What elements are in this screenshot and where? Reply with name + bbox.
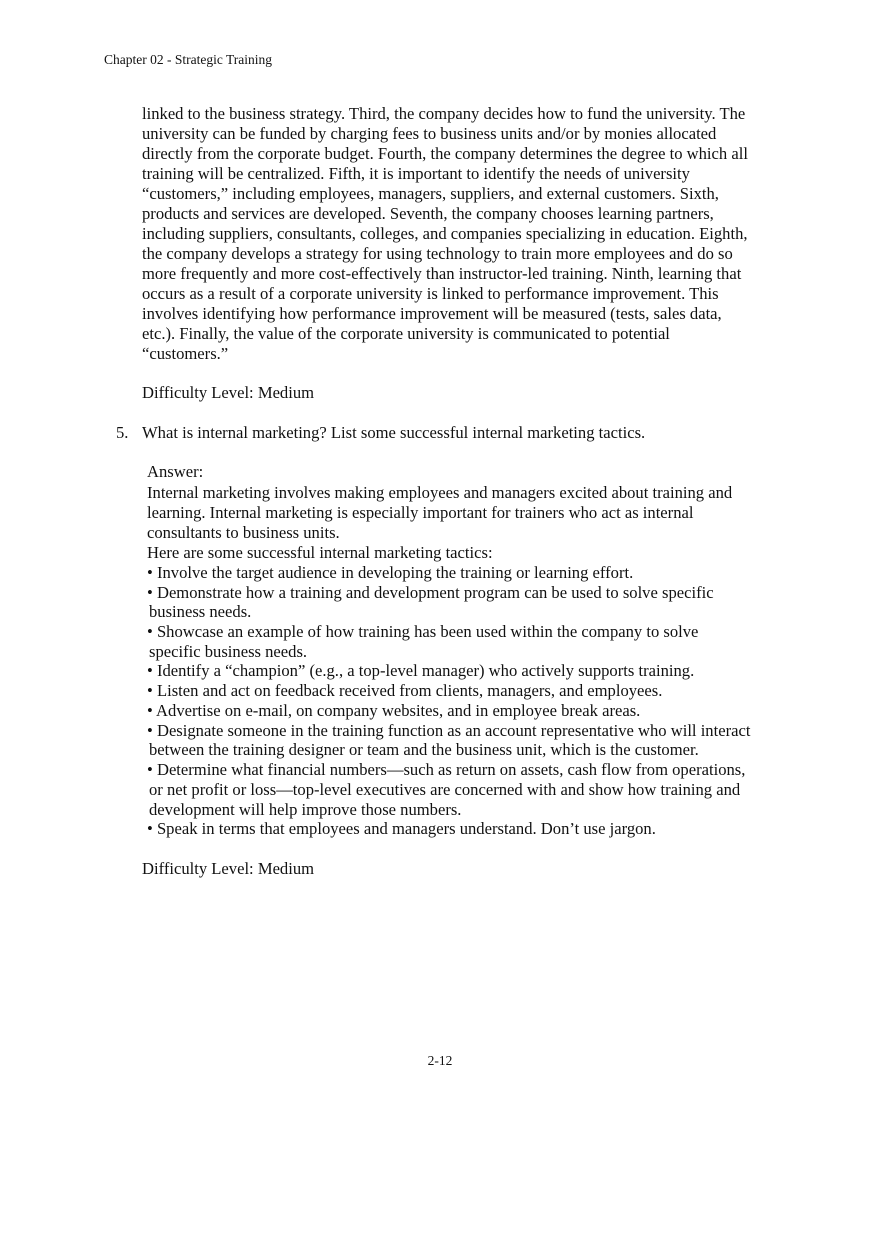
answer-line: Here are some successful internal marketing tactics: (147, 543, 493, 562)
page-number: 2-12 (427, 1053, 453, 1068)
running-header: Chapter 02 - Strategic Training (104, 52, 272, 67)
tactic-item: • Listen and act on feedback received from clients, managers, and employees. (147, 681, 663, 700)
answer-line: Internal marketing involves making employees and managers excited about training and (147, 483, 733, 502)
paragraph-line: products and services are developed. Seventh, the company chooses learning partners, (142, 204, 714, 223)
tactic-item: • Showcase an example of how training has been used within the company to solve (147, 622, 699, 641)
tactic-item: • Advertise on e-mail, on company websites, and in employee break areas. (147, 701, 641, 720)
tactic-item-continuation: or net profit or loss—top-level executives are concerned with and show how training and (149, 780, 741, 799)
answer-line: learning. Internal marketing is especially important for trainers who act as internal (147, 503, 694, 522)
tactic-item: • Determine what financial numbers—such as return on assets, cash flow from operations, (147, 760, 746, 779)
tactic-item-continuation: development will help improve those numbers. (149, 800, 462, 819)
difficulty-level: Difficulty Level: Medium (142, 859, 315, 878)
difficulty-level: Difficulty Level: Medium (142, 383, 315, 402)
paragraph-line: etc.). Finally, the value of the corporate university is communicated to potential (142, 324, 670, 343)
tactic-item-continuation: business needs. (149, 602, 252, 621)
paragraph-line: occurs as a result of a corporate university is linked to performance improvement. This (142, 284, 719, 303)
paragraph-line: linked to the business strategy. Third, the company decides how to fund the university. The (142, 104, 746, 123)
tactic-item: • Identify a “champion” (e.g., a top-level manager) who actively supports training. (147, 661, 695, 680)
tactic-item: • Speak in terms that employees and managers understand. Don’t use jargon. (147, 819, 656, 838)
tactic-item: • Designate someone in the training function as an account representative who will interact (147, 721, 751, 740)
tactic-item: • Demonstrate how a training and development program can be used to solve specific (147, 583, 714, 602)
paragraph-line: the company develops a strategy for using technology to train more employees and do so (142, 244, 733, 263)
paragraph-line: directly from the corporate budget. Fourth, the company determines the degree to which all (142, 144, 748, 163)
answer-label: Answer: (147, 462, 204, 481)
tactic-item-continuation: between the training designer or team and the business unit, which is the customer. (149, 740, 699, 759)
paragraph-line: including suppliers, consultants, colleges, and companies specializing in education. Eighth, (142, 224, 748, 243)
paragraph-line: “customers,” including employees, managers, suppliers, and external customers. Sixth, (142, 184, 719, 203)
paragraph-line: training will be centralized. Fifth, it is important to identify the needs of university (142, 164, 690, 183)
paragraph-line: “customers.” (142, 344, 229, 363)
tactic-item: • Involve the target audience in developing the training or learning effort. (147, 563, 634, 582)
paragraph-line: university can be funded by charging fees to business units and/or by monies allocated (142, 124, 717, 143)
answer-line: consultants to business units. (147, 523, 340, 542)
question-text: What is internal marketing? List some successful internal marketing tactics. (142, 423, 646, 442)
tactic-item-continuation: specific business needs. (149, 642, 308, 661)
paragraph-line: more frequently and more cost-effectively than instructor-led training. Ninth, learning that (142, 264, 742, 283)
paragraph-line: involves identifying how performance improvement will be measured (tests, sales data, (142, 304, 722, 323)
question-number: 5. (116, 423, 129, 442)
